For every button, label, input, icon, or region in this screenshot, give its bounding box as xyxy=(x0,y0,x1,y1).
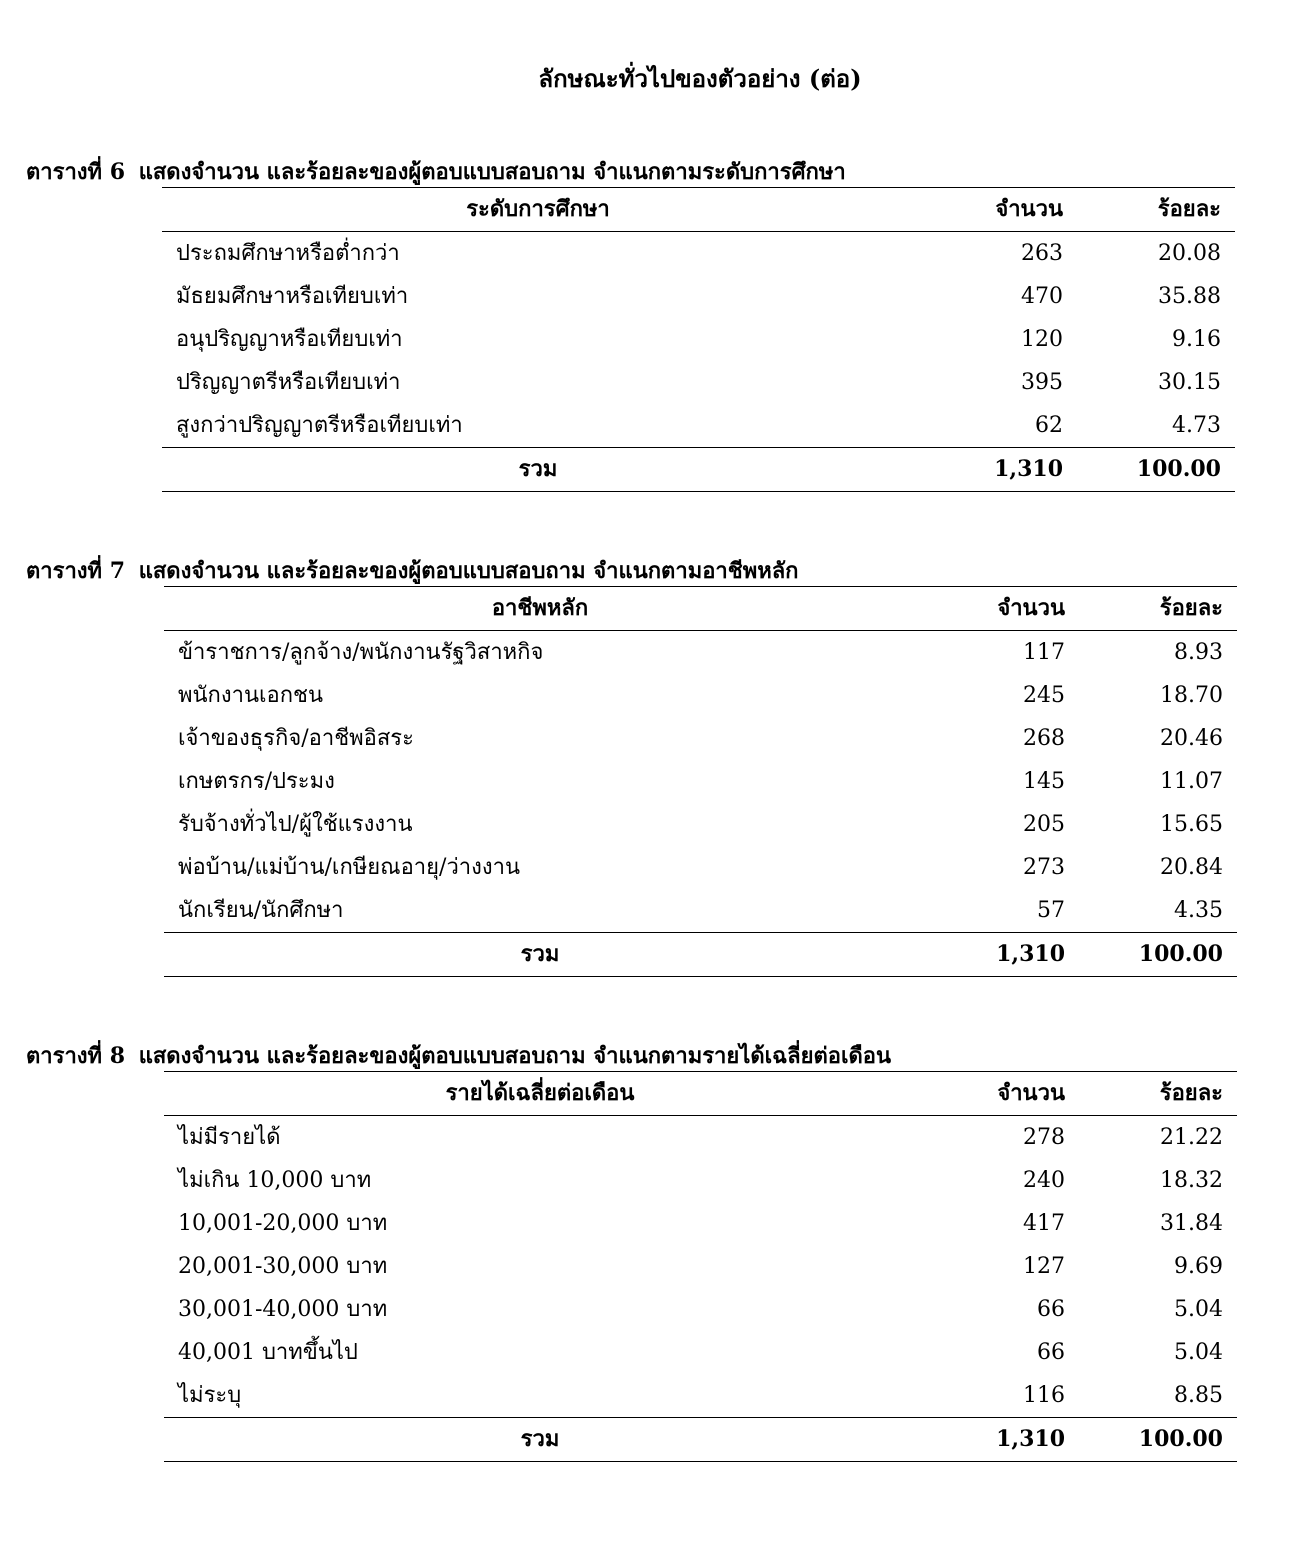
total-count: 1,310 xyxy=(916,933,1079,977)
row-category: ไม่ระบุ xyxy=(178,1383,242,1408)
row-category: อนุปริญญาหรือเทียบเท่า xyxy=(176,327,403,352)
row-count: 470 xyxy=(1021,284,1063,309)
row-count: 66 xyxy=(1037,1340,1065,1365)
table-row xyxy=(162,318,1235,361)
table-description: แสดงจำนวน และร้อยละของผู้ตอบแบบสอบถาม จำแนกตามรายได้เฉลี่ยต่อเดือน xyxy=(138,1043,892,1069)
row-category: ไม่มีรายได้ xyxy=(178,1125,281,1150)
row-category: พนักงานเอกชน xyxy=(178,683,324,708)
table-row xyxy=(164,1245,1237,1288)
row-count: 127 xyxy=(1023,1254,1065,1279)
header-row xyxy=(164,1072,1237,1116)
total-percent: 100.00 xyxy=(1079,933,1237,977)
table-number: ตารางที่ 6 xyxy=(26,159,126,185)
row-percent: 30.15 xyxy=(1158,370,1221,395)
table-row xyxy=(162,404,1235,448)
row-percent: 18.70 xyxy=(1160,683,1223,708)
education-table xyxy=(162,187,1235,492)
table-row xyxy=(162,361,1235,404)
row-percent: 9.69 xyxy=(1174,1254,1223,1279)
table-row xyxy=(164,1159,1237,1202)
row-percent: 5.04 xyxy=(1174,1297,1223,1322)
row-category: พ่อบ้าน/แม่บ้าน/เกษียณอายุ/ว่างงาน xyxy=(178,855,521,880)
row-count: 268 xyxy=(1023,726,1065,751)
row-percent: 15.65 xyxy=(1160,812,1223,837)
table-row xyxy=(164,803,1237,846)
table-caption xyxy=(26,155,846,189)
column-header-percent: ร้อยละ xyxy=(1079,1072,1237,1116)
row-count: 278 xyxy=(1023,1125,1065,1150)
table-description: แสดงจำนวน และร้อยละของผู้ตอบแบบสอบถาม จำแนกตามอาชีพหลัก xyxy=(138,558,799,584)
column-header-category: ระดับการศึกษา xyxy=(162,188,914,232)
total-row xyxy=(162,448,1235,492)
row-count: 417 xyxy=(1023,1211,1065,1236)
row-percent: 20.08 xyxy=(1158,241,1221,266)
row-count: 66 xyxy=(1037,1297,1065,1322)
header-row xyxy=(162,188,1235,232)
table-row xyxy=(164,1331,1237,1374)
total-label: รวม xyxy=(162,448,914,492)
row-category: สูงกว่าปริญญาตรีหรือเทียบเท่า xyxy=(176,413,463,438)
total-percent: 100.00 xyxy=(1077,448,1235,492)
table-row xyxy=(164,1374,1237,1418)
row-count: 145 xyxy=(1023,769,1065,794)
row-count: 205 xyxy=(1023,812,1065,837)
table-row xyxy=(162,275,1235,318)
total-label: รวม xyxy=(164,933,916,977)
row-percent: 11.07 xyxy=(1160,769,1223,794)
row-count: 240 xyxy=(1023,1168,1065,1193)
row-count: 116 xyxy=(1023,1383,1065,1408)
total-percent: 100.00 xyxy=(1079,1418,1237,1462)
row-percent: 8.85 xyxy=(1174,1383,1223,1408)
table-row xyxy=(164,1202,1237,1245)
row-percent: 5.04 xyxy=(1174,1340,1223,1365)
row-category: ไม่เกิน 10,000 บาท xyxy=(178,1168,372,1193)
column-header-count: จำนวน xyxy=(914,188,1077,232)
column-header-percent: ร้อยละ xyxy=(1077,188,1235,232)
row-count: 117 xyxy=(1023,640,1065,665)
table-row xyxy=(164,889,1237,933)
row-percent: 20.84 xyxy=(1160,855,1223,880)
row-count: 395 xyxy=(1021,370,1063,395)
row-category: 40,001 บาทขึ้นไป xyxy=(178,1340,358,1365)
page-title: ลักษณะทั่วไปของตัวอย่าง (ต่อ) xyxy=(538,64,862,93)
row-count: 62 xyxy=(1035,413,1063,438)
table-row xyxy=(164,631,1237,675)
total-row xyxy=(164,933,1237,977)
row-category: ข้าราชการ/ลูกจ้าง/พนักงานรัฐวิสาหกิจ xyxy=(178,640,544,665)
row-category: 20,001-30,000 บาท xyxy=(178,1254,388,1279)
row-count: 120 xyxy=(1021,327,1063,352)
table-caption xyxy=(26,1039,891,1073)
table-row xyxy=(164,1288,1237,1331)
row-percent: 18.32 xyxy=(1160,1168,1223,1193)
column-header-percent: ร้อยละ xyxy=(1079,587,1237,631)
table-row xyxy=(164,1116,1237,1160)
total-count: 1,310 xyxy=(916,1418,1079,1462)
row-category: รับจ้างทั่วไป/ผู้ใช้แรงงาน xyxy=(178,812,413,837)
table-row xyxy=(162,232,1235,276)
row-percent: 9.16 xyxy=(1172,327,1221,352)
row-category: 10,001-20,000 บาท xyxy=(178,1211,388,1236)
occupation-table xyxy=(164,586,1237,977)
row-category: ปริญญาตรีหรือเทียบเท่า xyxy=(176,370,401,395)
row-percent: 31.84 xyxy=(1160,1211,1223,1236)
row-count: 263 xyxy=(1021,241,1063,266)
income-table xyxy=(164,1071,1237,1462)
row-category: นักเรียน/นักศึกษา xyxy=(178,898,344,923)
row-percent: 8.93 xyxy=(1174,640,1223,665)
total-row xyxy=(164,1418,1237,1462)
row-category: เจ้าของธุรกิจ/อาชีพอิสระ xyxy=(178,726,414,751)
row-count: 273 xyxy=(1023,855,1065,880)
table-row xyxy=(164,717,1237,760)
row-percent: 21.22 xyxy=(1160,1125,1223,1150)
column-header-category: รายได้เฉลี่ยต่อเดือน xyxy=(164,1072,916,1116)
row-category: มัธยมศึกษาหรือเทียบเท่า xyxy=(176,284,409,309)
row-percent: 35.88 xyxy=(1158,284,1221,309)
column-header-count: จำนวน xyxy=(916,1072,1079,1116)
row-percent: 4.73 xyxy=(1172,413,1221,438)
row-percent: 20.46 xyxy=(1160,726,1223,751)
row-count: 57 xyxy=(1037,898,1065,923)
table-number: ตารางที่ 8 xyxy=(26,1043,126,1069)
table-number: ตารางที่ 7 xyxy=(26,558,126,584)
total-label: รวม xyxy=(164,1418,916,1462)
table-row xyxy=(164,674,1237,717)
row-category: เกษตรกร/ประมง xyxy=(178,769,335,794)
column-header-count: จำนวน xyxy=(916,587,1079,631)
table-row xyxy=(164,846,1237,889)
row-count: 245 xyxy=(1023,683,1065,708)
table-row xyxy=(164,760,1237,803)
column-header-category: อาชีพหลัก xyxy=(164,587,916,631)
header-row xyxy=(164,587,1237,631)
table-description: แสดงจำนวน และร้อยละของผู้ตอบแบบสอบถาม จำแนกตามระดับการศึกษา xyxy=(138,159,846,185)
total-count: 1,310 xyxy=(914,448,1077,492)
row-percent: 4.35 xyxy=(1174,898,1223,923)
row-category: ประถมศึกษาหรือต่ำกว่า xyxy=(176,241,400,266)
row-category: 30,001-40,000 บาท xyxy=(178,1297,388,1322)
table-caption xyxy=(26,554,799,588)
